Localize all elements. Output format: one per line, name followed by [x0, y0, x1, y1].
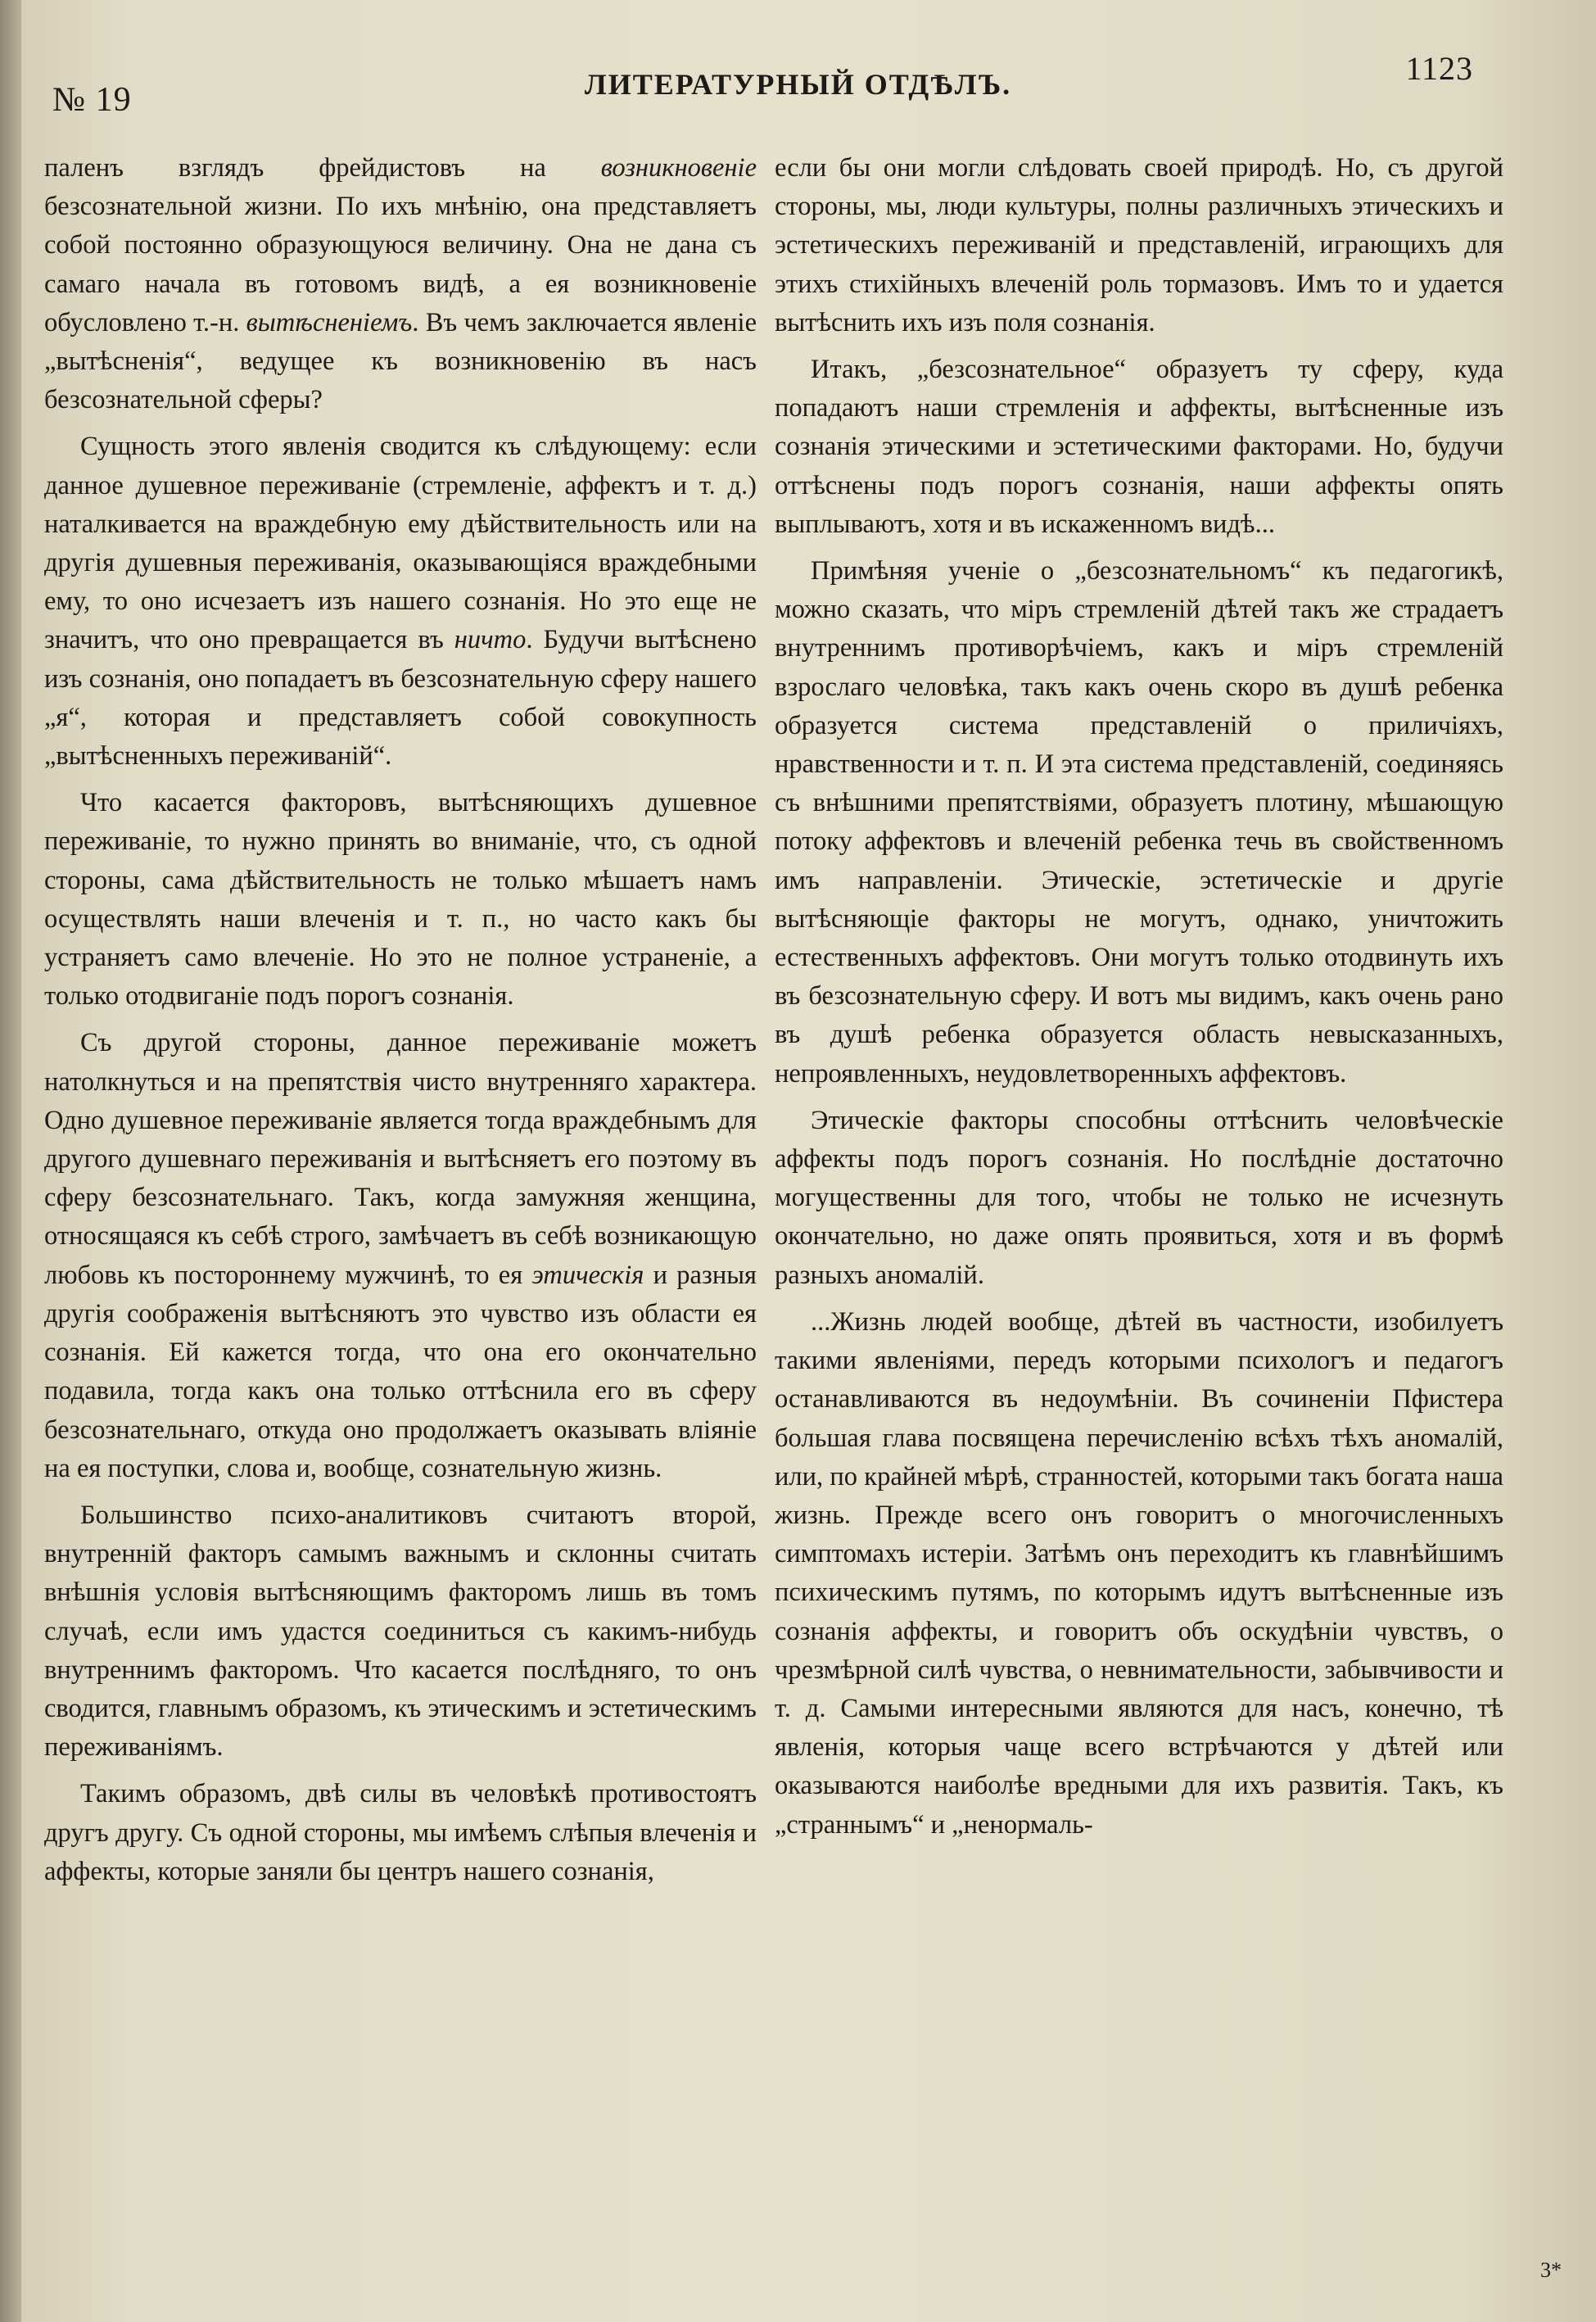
paragraph [44, 1024, 757, 1487]
paragraph: если бы они могли слѣдовать своей природѣ. Но, съ другой стороны, мы, люди культуры, полны различныхъ этическихъ и эстетическихъ переживаній и представленій, играющихъ для этихъ стихійныхъ влеченій роль тормазовъ. Имъ то и удается вытѣснить ихъ изъ поля сознанія. [775, 153, 1503, 337]
paragraph: ...Жизнь людей вообще, дѣтей въ частности, изобилуетъ такими явленіями, передъ которыми психологъ и педагогъ останавливаются въ недоумѣніи. Въ сочиненіи Пфистера большая глава посвящена перечисленію всѣхъ тѣхъ аномалій, или, по крайней мѣрѣ, странностей, которыми такъ богата наша жизнь. Прежде всего онъ говоритъ о многочисленныхъ симптомахъ истеріи. Затѣмъ онъ переходитъ къ главнѣйшимъ психическимъ путямъ, по которымъ идутъ вытѣсненные изъ сознанія аффекты, и говоритъ объ оскудѣніи чувствъ, о чрезмѣрной силѣ чувства, о невнимательности, забывчивости и т. д. Самыми интересными являются для насъ, конечно, тѣ явленія, которыя чаще всего встрѣчаются у дѣтей или оказываются наиболѣе вредными для ихъ развитія. Такъ, къ „страннымъ“ и „ненормаль- [775, 1306, 1503, 1840]
paragraph [44, 428, 757, 776]
paragraph: Итакъ, „безсознательное“ образуетъ ту сферу, куда попадаютъ наши стремленія и аффекты, вытѣсненные изъ сознанія этическими и эстетическими факторами. Но, будучи оттѣснены подъ порогъ сознанія, наши аффекты опять выплываютъ, хотя и въ искаженномъ видѣ... [775, 355, 1503, 539]
paragraph: Что касается факторовъ, вытѣсняющихъ душевное переживаніе, то нужно принять во вниманіе, что, съ одной стороны, сама дѣйствительность не только мѣшаетъ намъ осуществлять наши влеченія и т. п., но часто какъ бы устраняетъ само влеченіе. Но это не полное устраненіе, а только отодвиганіе подъ порогъ сознанія. [44, 788, 757, 1012]
text-run: паленъ взглядъ фрейдистовъ на [44, 153, 601, 183]
page-binding-edge [0, 0, 21, 2322]
text-run: безсознательной жизни. По ихъ мнѣнію, она представляетъ собой постоянно образующуюся величину. Она не дана съ самаго начала въ готовомъ видѣ, а ея возникновеніе обусловлено т.-н. [44, 192, 757, 337]
italic-text: ничто [454, 625, 527, 655]
italic-text: вытѣсненіемъ [246, 307, 413, 337]
running-title: ЛИТЕРАТУРНЫЙ ОТДѢЛЪ. [584, 68, 1012, 101]
right-column [775, 149, 1503, 1853]
page-header [0, 43, 1596, 119]
signature-mark: 3* [1540, 2258, 1562, 2282]
paragraph: Большинство психо-аналитиковъ считаютъ второй, внутренній факторъ самымъ важнымъ и склонны считать внѣшнія условія вытѣсняющимъ факторомъ лишь въ томъ случаѣ, если имъ удастся соединиться съ какимъ-нибудь внутреннимъ факторомъ. Что касается послѣдняго, то онъ сводится, главнымъ образомъ, къ этическимъ и эстетическимъ переживаніямъ. [44, 1500, 757, 1763]
italic-text: этическія [531, 1260, 644, 1290]
text-run: и разныя другія соображенія вытѣсняютъ это чувство изъ области ея сознанія. Ей кажется тогда, что она его окончательно подавила, тогда какъ она только оттѣснила его въ сферу безсознательнаго, откуда оно продолжаетъ оказывать вліяніе на ея поступки, слова и, вообще, сознательную жизнь. [44, 1260, 757, 1483]
paragraph: Этическіе факторы способны оттѣснить человѣческіе аффекты подъ порогъ сознанія. Но послѣдніе достаточно могущественны для того, чтобы не только не исчезнуть окончательно, но даже опять проявиться, хотя и въ формѣ разныхъ аномалій. [775, 1105, 1503, 1290]
italic-text: возникновеніе [600, 153, 757, 183]
paragraph: Примѣняя ученіе о „безсознательномъ“ къ педагогикѣ, можно сказать, что міръ стремленій дѣтей такъ же страдаетъ внутреннимъ противорѣчіемъ, какъ и міръ стремленій взрослаго человѣка, такъ какъ очень скоро въ душѣ ребенка образуется система представленій о приличіяхъ, нравственности и т. п. И эта система представленій, соединяясь съ внѣшними препятствіями, образуетъ плотину, мѣшающую потоку аффектовъ и влеченій ребенка течь въ свойственномъ имъ направленіи. Этическіе, эстетическіе и другіе вытѣсняющіе факторы не могутъ, однако, уничтожить естественныхъ аффектовъ. Они могутъ только отодвинуть ихъ въ безсознательную сферу. И вотъ мы видимъ, какъ очень рано въ душѣ ребенка образуется область невысказанныхъ, непроявленныхъ, неудовлетворенныхъ аффектовъ. [775, 556, 1503, 1089]
paragraph: Такимъ образомъ, двѣ силы въ человѣкѣ противостоятъ другъ другу. Съ одной стороны, мы имѣемъ слѣпыя влеченія и аффекты, которые заняли бы центръ нашего сознанія, [44, 1779, 757, 1886]
paragraph [44, 149, 757, 419]
page-number: 1123 [1405, 50, 1473, 87]
text-run: . Въ чемъ заключается явленіе „вытѣсненія“, ведущее къ возникновенію въ насъ безсознательной сферы? [44, 307, 757, 415]
text-run: . Будучи вытѣснено изъ сознанія, оно попадаетъ въ безсознательную сферу нашего „я“, которая и представляетъ собой совокупность „вытѣсненныхъ переживаній“. [44, 625, 757, 772]
text-run: Сущность этого явленія сводится къ слѣдующему: если данное душевное переживаніе (стремленіе, аффектъ и т. д.) наталкивается на враждебную ему дѣйствительность или на другія душевныя переживанія, оказывающіяся враждебными ему, то оно исчезаетъ изъ нашего сознанія. Но это еще не значитъ, что оно превращается въ [44, 432, 757, 655]
text-run: Съ другой стороны, данное переживаніе можетъ натолкнуться и на препятствія чисто внутренняго характера. Одно душевное переживаніе является тогда враждебнымъ для другого душевнаго переживанія и вытѣсняетъ его поэтому въ сферу безсознательнаго. Такъ, когда замужняя женщина, относящаяся къ себѣ строго, замѣчаетъ въ себѣ возникающую любовь къ постороннему мужчинѣ, то ея [44, 1028, 757, 1290]
left-column [44, 149, 757, 1899]
issue-number: № 19 [52, 81, 132, 119]
